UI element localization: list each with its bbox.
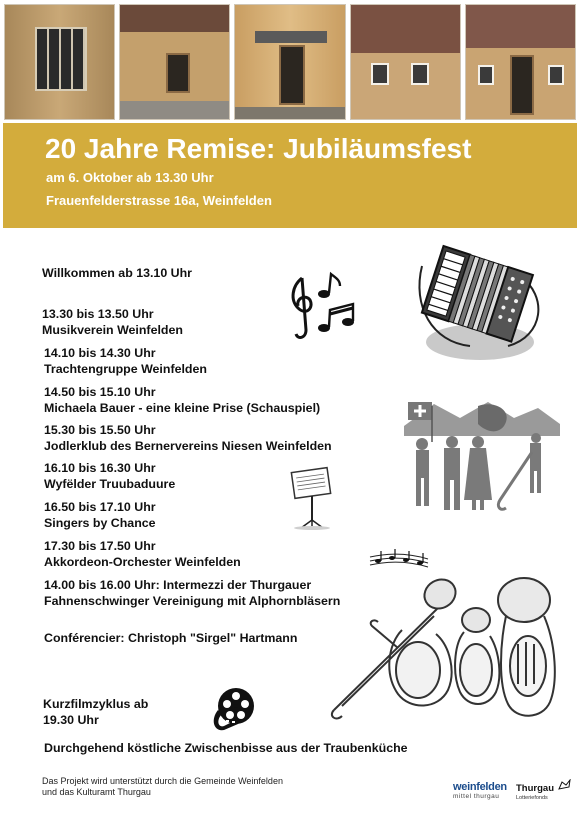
program-time: 17.30 bis 17.50 Uhr	[44, 539, 156, 553]
program-item	[44, 499, 156, 531]
film-note	[43, 696, 148, 728]
program-item	[42, 306, 183, 338]
music-notes-icon	[284, 270, 360, 348]
intermezzi-line: 14.00 bis 16.00 Uhr: Intermezzi der Thurgauer	[44, 578, 312, 592]
thurgau-logo	[516, 783, 572, 805]
program-act: Akkordeon-Orchester Weinfelden	[44, 555, 241, 569]
title-banner	[3, 123, 577, 228]
program-time: 15.30 bis 15.50 Uhr	[44, 423, 156, 437]
thurgau-logo-text: Thurgau	[516, 783, 554, 794]
program-act: Michaela Bauer - eine kleine Prise (Schauspiel)	[44, 401, 321, 415]
program-act: Jodlerklub des Bernervereins Niesen Weinfelden	[44, 439, 332, 453]
sponsor-note	[42, 776, 283, 798]
program-act: Wyfëlder Truubaduure	[44, 477, 176, 491]
program-time: 13.30 bis 13.50 Uhr	[42, 307, 154, 321]
photo-house-front	[465, 4, 576, 120]
film-line: Kurzfilmzyklus ab	[43, 697, 149, 711]
intermezzi-line: Fahnenschwinger Vereinigung mit Alphornbläsern	[44, 594, 341, 608]
sponsor-line: Das Projekt wird unterstützt durch die Gemeinde Weinfelden	[42, 776, 283, 786]
weinfelden-logo-subtext: mittel thurgau	[453, 793, 500, 800]
event-date: am 6. Oktober ab 13.30 Uhr	[46, 170, 214, 185]
photo-strip	[4, 4, 576, 120]
film-line: 19.30 Uhr	[43, 713, 99, 727]
program-act: Trachtengruppe Weinfelden	[44, 362, 207, 376]
photo-roof-side	[350, 4, 461, 120]
brass-instruments-icon	[328, 574, 562, 724]
photo-courtyard	[119, 4, 230, 120]
welcome-line: Willkommen ab 13.10 Uhr	[42, 266, 193, 280]
program-time: 14.50 bis 15.10 Uhr	[44, 385, 156, 399]
program-time: 16.50 bis 17.10 Uhr	[44, 500, 156, 514]
event-address: Frauenfelderstrasse 16a, Weinfelden	[46, 193, 272, 208]
program-item	[44, 460, 175, 492]
thurgau-lion-icon	[558, 779, 572, 791]
intermezzi-note	[44, 577, 340, 609]
film-reel-icon	[208, 684, 260, 736]
program-item	[44, 422, 332, 454]
program-time: 14.10 bis 14.30 Uhr	[44, 346, 156, 360]
thurgau-logo-subtext: Lotteriefonds	[516, 795, 548, 801]
photo-entrance	[234, 4, 345, 120]
weinfelden-logo	[453, 781, 513, 803]
music-stand-icon	[285, 466, 337, 530]
event-title: 20 Jahre Remise: Jubiläumsfest	[45, 133, 472, 164]
photo-window-facade	[4, 4, 115, 120]
score-sheet-icon	[368, 549, 430, 573]
program-act: Singers by Chance	[44, 516, 156, 530]
program-item	[44, 538, 241, 570]
accordion-icon	[408, 246, 554, 364]
program-time: 16.10 bis 16.30 Uhr	[44, 461, 156, 475]
food-line: Durchgehend köstliche Zwischenbisse aus der Traubenküche	[44, 741, 408, 755]
program-item	[44, 345, 207, 377]
weinfelden-logo-text: weinfelden	[453, 781, 507, 793]
sponsor-line: und das Kulturamt Thurgau	[42, 787, 151, 797]
flag-swinger-alphorn-icon	[404, 396, 560, 522]
program-item	[44, 384, 320, 416]
host-line: Conférencier: Christoph "Sirgel" Hartmann	[44, 631, 298, 645]
program-act: Musikverein Weinfelden	[42, 323, 183, 337]
